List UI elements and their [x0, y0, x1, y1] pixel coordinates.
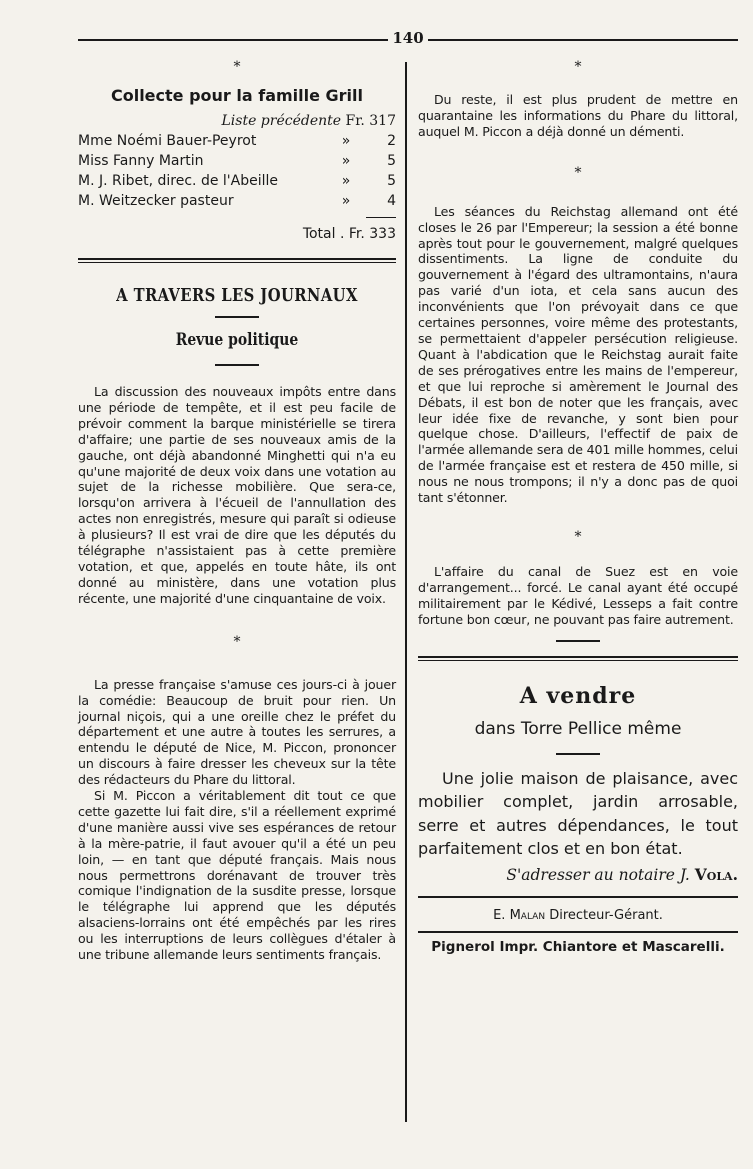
collecte-list: [78, 131, 396, 211]
previous-list-line: [78, 111, 396, 131]
section-title: A TRAVERS LES JOURNAUX: [116, 285, 358, 306]
article-paragraph: La presse française s'amuse ces jours-ci à jouer la comédie: Beaucoup de bruit pour rien. Un journal niçois, qui a une oreille chez le préfet du département et une autre à toutes les serrures, a entendu le député de Nice, M. Piccon, prononcer un discours à faire dresser les cheveux sur la tête des rédacteurs du Phare du littoral.: [78, 676, 396, 788]
collecte-title: Collecte pour la famille Grill: [110, 86, 364, 105]
printer-line: Pignerol Impr. Chiantore et Mascarelli.: [431, 938, 725, 955]
right-column: [418, 60, 738, 955]
collecte-total: Total . Fr. 333: [302, 226, 396, 242]
advert-contact: [418, 865, 738, 884]
advert-contact-prefix: S'adresser au notaire J.: [506, 865, 690, 884]
previous-list-value: Fr. 317: [345, 113, 396, 129]
section-subtitle: Revue politique: [175, 330, 299, 350]
list-item: Miss Fanny Martin » 5: [78, 153, 396, 169]
article-paragraph: La discussion des nouveaux impôts entre dans une période de tempête, et il est peu facile de prévoir comment la barque ministérielle se tirera d'affaire; une partie de ses nouveaux amis de la gauche, ont déjà abandonné Minghetti qui n'a eu qu'une majorité de deux voix dans une votation au sujet de la richesse mobilière. Que sera-ce, lorsqu'on arrivera à l'écueil de l'annullation des actes non enregistrés, mesure qui paraît si odieuse à plusieurs? Il est vrai de dire que les députés du télégraphe n'assistaient pas à cette première votation, et que, appelés en toute hâte, ils ont donné au ministère, dans une votation plus récente, une majorité d'une cinquantaine de voix.: [78, 384, 396, 606]
star-separator: *: [574, 164, 582, 181]
previous-list-label: Liste précédente: [221, 113, 342, 129]
advert-subtitle: dans Torre Pellice même: [474, 718, 682, 739]
page-number: 140: [388, 29, 428, 47]
director-name: E. Malan: [493, 907, 546, 923]
star-separator: *: [574, 59, 582, 75]
list-item: M. J. Ribet, direc. de l'Abeille » 5: [78, 173, 396, 189]
director-line: [418, 908, 738, 923]
article-paragraph: Les séances du Reichstag allemand ont été closes le 26 par l'Empereur; la session a été bonne après tout pour le gouvernement, malgré quelques dissentiments. La ligne de conduite du gouvernement à l'égard des ultramontains, n'aura pas varié d'un iota, et cela sans aucun des inconvénients que l'on prévoyait dans ce que certaines personnes, voire même des protestants, se permettaient d'appeler persécution religieuse. Quant à l'abdication que le Reichstag aurait faite de ses prérogatives entre les mains de l'empereur, et que lui reproche si amèrement le Journal des Débats, il est bon de noter que les français, avec leur idée fixe de revanche, y sont bien pour quelque chose. D'ailleurs, l'effectif de paix de l'armée allemande sera de 401 mille hommes, celui de l'armée française est et restera de 450 mille, si nous ne nous trompons; il n'y a donc pas de quoi tant s'étonner.: [418, 203, 738, 506]
list-item: M. Weitzecker pasteur » 4: [78, 193, 396, 209]
article-paragraph: L'affaire du canal de Suez est en voie d'arrangement... forcé. Le canal ayant été occupé militairement par le Kédivé, Lesseps a fait contre fortune bon cœur, ne pouvant pas faire autrement.: [418, 563, 738, 627]
header-rule-left: [78, 39, 388, 41]
star-separator: *: [233, 633, 241, 650]
article-paragraph: Du reste, il est plus prudent de mettre en quarantaine les informations du Phare du littoral, auquel M. Piccon a déjà donné un démenti.: [418, 92, 738, 139]
star-separator: *: [574, 528, 582, 545]
advert-title: A vendre: [519, 682, 637, 709]
director-role: Directeur-Gérant.: [549, 907, 663, 923]
article-paragraph: Si M. Piccon a véritablement dit tout ce que cette gazette lui fait dire, s'il a réellement exprimé d'une manière aussi vive ses espérances de retour à la mère-patrie, il faut avouer qu'il a été un peu loin, — en tant que député français. Mais nous nous permettrons dorénavant de trouver très comique l'indignation de la susdite presse, lorsque le télégraphe lui apprend que les députés alsaciens-lorrains ont été empêchés par les rires ou les interruptions de leurs collègues d'étaler à une tribune allemande leurs sentiments français.: [78, 788, 396, 963]
header-rule-right: [428, 39, 738, 41]
advert-body: Une jolie maison de plaisance, avec mobilier complet, jardin arrosable, serre et autres dépendances, le tout parfaitement clos et en bon état.: [418, 768, 738, 859]
star-separator: *: [233, 59, 241, 75]
list-item: Mme Noémi Bauer-Peyrot » 2: [78, 133, 396, 149]
advert-contact-name: Vola.: [694, 864, 738, 884]
advertisement: [418, 683, 738, 884]
column-divider: [405, 62, 407, 1122]
left-column: [78, 60, 396, 963]
